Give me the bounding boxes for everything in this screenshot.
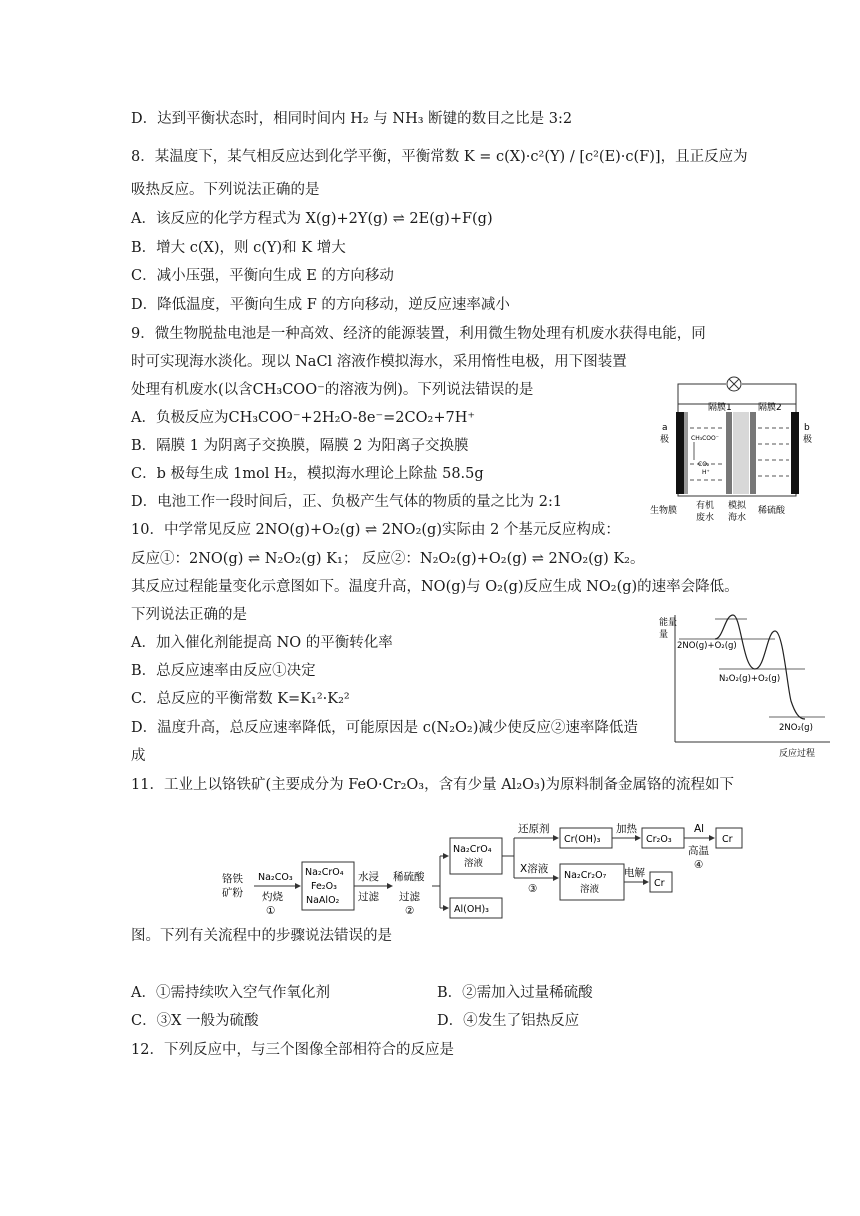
svg-text:模拟: 模拟	[728, 501, 747, 511]
svg-text:Al: Al	[694, 823, 705, 835]
svg-text:稀硫酸: 稀硫酸	[758, 506, 786, 516]
svg-text:极: 极	[660, 435, 670, 445]
svg-text:b: b	[804, 423, 810, 433]
q10-question: 下列说法正确的是	[131, 607, 247, 623]
q10-reactions: 反应①：2NO(g) ⇌ N₂O₂(g) K₁； 反应②：N₂O₂(g)+O₂(g) ⇌ 2NO₂(g) K₂。	[131, 551, 645, 567]
svg-text:a: a	[662, 423, 668, 433]
q8-option-d: D．降低温度，平衡向生成 F 的方向移动，逆反应速率减小	[131, 297, 510, 313]
q11-option-b: B．②需加入过量稀硫酸	[437, 985, 593, 1001]
svg-text:2NO₂(g): 2NO₂(g)	[779, 723, 813, 733]
svg-text:Cr₂O₃: Cr₂O₃	[646, 834, 672, 845]
q9-option-d: D．电池工作一段时间后，正、负极产生气体的物质的量之比为 2:1	[131, 494, 563, 510]
svg-text:①: ①	[266, 905, 276, 917]
q11-stem: 11．工业上以铬铁矿(主要成分为 FeO·Cr₂O₃，含有少量 Al₂O₃)为原料制备金属铬的流程如下	[131, 777, 734, 793]
svg-text:溶液: 溶液	[580, 884, 600, 895]
q10-option-c: C．总反应的平衡常数 K=K₁²·K₂²	[131, 691, 350, 707]
q8-stem-cont: 吸热反应。下列说法正确的是	[131, 182, 320, 198]
electrode-b	[791, 412, 799, 494]
q9-option-b: B．隔膜 1 为阴离子交换膜，隔膜 2 为阳离子交换膜	[131, 438, 469, 454]
svg-text:有机: 有机	[696, 501, 715, 511]
svg-text:溶液: 溶液	[464, 858, 484, 869]
svg-text:水浸: 水浸	[358, 871, 379, 883]
svg-text:海水: 海水	[728, 513, 747, 523]
svg-text:铬铁: 铬铁	[222, 873, 243, 885]
q10-option-a: A．加入催化剂能提高 NO 的平衡转化率	[131, 635, 393, 651]
svg-text:③: ③	[528, 883, 538, 895]
q10-stem-cont: 其反应过程能量变化示意图如下。温度升高，NO(g)与 O₂(g)反应生成 NO₂(g)的速率会降低。	[131, 579, 739, 595]
membrane2-label: 隔膜2	[758, 403, 782, 413]
svg-text:Al(OH)₃: Al(OH)₃	[454, 904, 489, 915]
q11-option-a: A．①需持续吹入空气作氧化剂	[131, 985, 330, 1001]
q10-option-d-cont: 成	[131, 748, 146, 764]
svg-text:Na₂CO₃: Na₂CO₃	[258, 872, 293, 883]
q11-option-c: C．③X 一般为硫酸	[131, 1013, 259, 1029]
svg-text:矿粉: 矿粉	[222, 887, 243, 899]
x-axis-label: 反应过程	[779, 749, 816, 759]
svg-text:CO₂: CO₂	[698, 461, 710, 468]
svg-text:量: 量	[659, 630, 669, 640]
svg-text:CH₃COO⁻: CH₃COO⁻	[691, 435, 719, 442]
q11-option-d: D．④发生了铝热反应	[437, 1013, 580, 1029]
energy-curve	[715, 615, 805, 719]
svg-text:灼烧: 灼烧	[262, 891, 283, 903]
svg-text:④: ④	[694, 859, 704, 871]
svg-text:加热: 加热	[616, 823, 637, 835]
svg-text:高温: 高温	[688, 845, 709, 857]
svg-text:电解: 电解	[624, 867, 645, 879]
q8-stem: 8．某温度下，某气相反应达到化学平衡，平衡常数 K = c(X)·c²(Y) / [c²(E)·c(F)]，且正反应为	[131, 149, 748, 165]
q7-option-d: D．达到平衡状态时，相同时间内 H₂ 与 NH₃ 断键的数目之比是 3:2	[131, 111, 573, 127]
q9-option-a: A．负极反应为CH₃COO⁻+2H₂O-8e⁻=2CO₂+7H⁺	[131, 410, 475, 426]
svg-text:2NO(g)+O₂(g): 2NO(g)+O₂(g)	[677, 641, 737, 651]
svg-text:生物膜: 生物膜	[650, 506, 678, 516]
svg-text:②: ②	[405, 905, 415, 917]
q9-stem-cont2: 处理有机废水(以含CH₃COO⁻的溶液为例)。下列说法错误的是	[131, 382, 534, 398]
q9-option-c: C．b 极每生成 1mol H₂，模拟海水理论上除盐 58.5g	[131, 466, 484, 482]
svg-text:NaAlO₂: NaAlO₂	[306, 895, 340, 906]
svg-text:X溶液: X溶液	[520, 863, 549, 875]
q10-option-d: D．温度升高，总反应速率降低，可能原因是 c(N₂O₂)减少使反应②速率降低造	[131, 720, 638, 736]
svg-text:过滤: 过滤	[399, 891, 420, 903]
svg-text:Na₂Cr₂O₇: Na₂Cr₂O₇	[564, 870, 607, 881]
membrane1-label: 隔膜1	[708, 403, 732, 413]
svg-text:废水: 废水	[696, 513, 715, 523]
q8-option-a: A．该反应的化学方程式为 X(g)+2Y(g) ⇌ 2E(g)+F(g)	[131, 211, 493, 227]
svg-text:Cr: Cr	[654, 878, 665, 889]
energy-diagram	[655, 605, 835, 765]
q8-option-c: C．减小压强，平衡向生成 E 的方向移动	[131, 268, 394, 284]
flow-diagram	[218, 820, 748, 920]
svg-text:还原剂: 还原剂	[518, 823, 550, 835]
svg-text:Cr(OH)₃: Cr(OH)₃	[564, 834, 601, 845]
svg-text:Cr: Cr	[722, 834, 733, 845]
q11-stem-cont: 图。下列有关流程中的步骤说法错误的是	[131, 928, 392, 944]
q8-option-b: B．增大 c(X)，则 c(Y)和 K 增大	[131, 240, 346, 256]
svg-text:Fe₂O₃: Fe₂O₃	[311, 881, 337, 892]
svg-text:过滤: 过滤	[358, 891, 379, 903]
q9-stem: 9．微生物脱盐电池是一种高效、经济的能源装置，利用微生物处理有机废水获得电能，同	[131, 326, 706, 342]
svg-text:稀硫酸: 稀硫酸	[393, 871, 425, 883]
q12-stem: 12．下列反应中，与三个图像全部相符合的反应是	[131, 1042, 454, 1058]
membrane-2	[750, 412, 756, 494]
q9-stem-cont1: 时可实现海水淡化。现以 NaCl 溶液作模拟海水，采用惰性电极，用下图装置	[131, 354, 627, 370]
y-axis-label: 能量	[659, 618, 678, 628]
q10-option-b: B．总反应速率由反应①决定	[131, 663, 316, 679]
cell-diagram	[650, 368, 830, 528]
membrane-1	[726, 412, 732, 494]
svg-text:H⁺: H⁺	[702, 469, 710, 476]
svg-text:Na₂CrO₄: Na₂CrO₄	[453, 844, 492, 855]
electrode-a	[676, 412, 684, 494]
svg-text:Na₂CrO₄: Na₂CrO₄	[305, 867, 344, 878]
svg-text:N₂O₂(g)+O₂(g): N₂O₂(g)+O₂(g)	[719, 674, 781, 684]
q10-stem: 10．中学常见反应 2NO(g)+O₂(g) ⇌ 2NO₂(g)实际由 2 个基元反应构成：	[131, 522, 620, 538]
svg-text:极: 极	[803, 435, 813, 445]
